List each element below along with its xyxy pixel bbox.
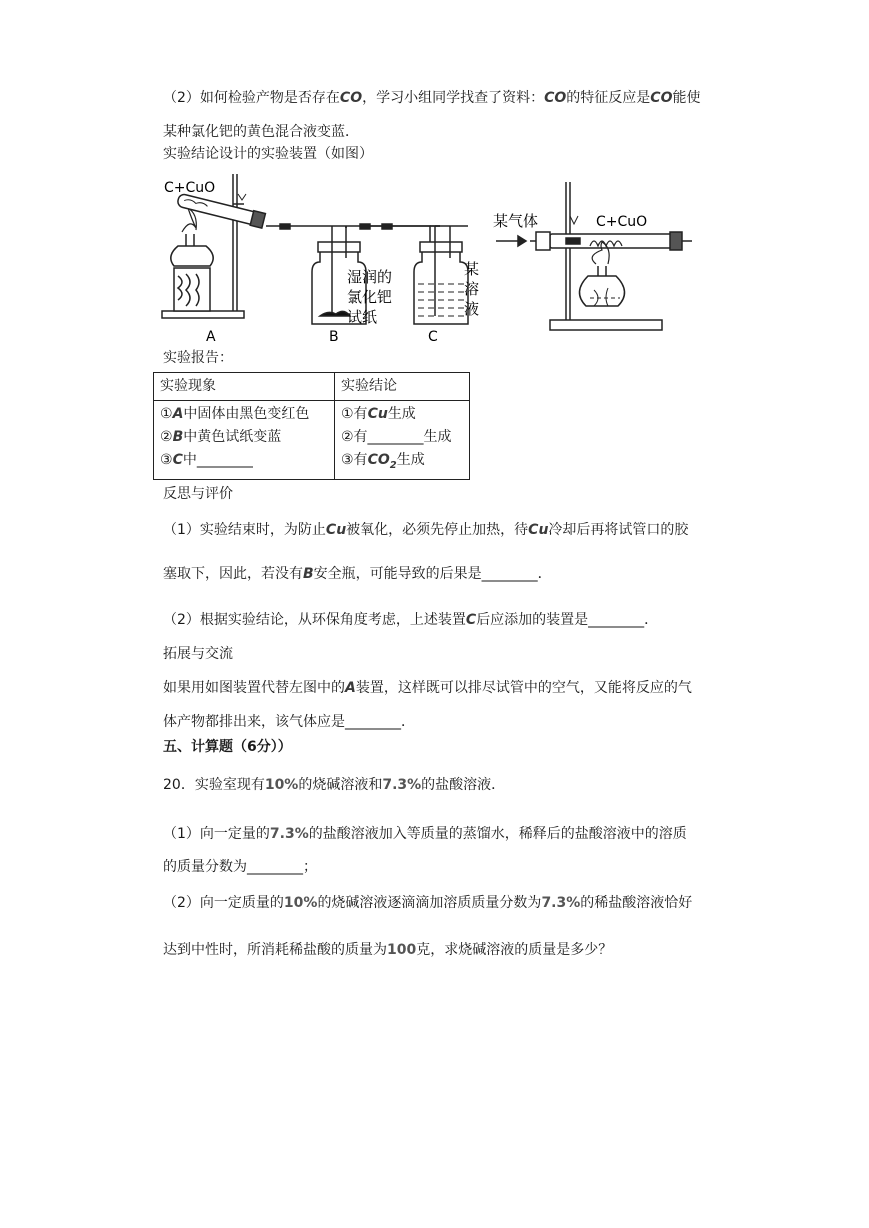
gas-label: 某气体 xyxy=(493,212,539,230)
report-title: 实验报告： xyxy=(163,350,233,366)
label-c: C xyxy=(428,329,438,345)
paper-label-2: 氯化钯 xyxy=(347,288,393,306)
solution-label-1: 某 xyxy=(464,260,480,278)
question-20-2-line-2: 达到中性时，所消耗稀盐酸的质量为100克，求烧碱溶液的质量是多少？ xyxy=(163,942,613,958)
extension-line-1: 如果用如图装置代替左图中的A装置，这样既可以排尽试管中的空气，又能将反应的气 xyxy=(163,680,692,696)
apparatus-figure xyxy=(150,166,850,346)
phenomenon-3: ③C中________ xyxy=(160,452,253,468)
alternative-apparatus xyxy=(496,182,692,330)
phenomenon-1: ①A中固体由黑色变红色 xyxy=(160,406,310,422)
conclusion-3: ③有$CO_2$生成 xyxy=(341,452,425,471)
solution-label-2: 溶 xyxy=(464,280,480,298)
reflection-title: 反思与评价 xyxy=(163,486,233,502)
label-ccuo-right: C+CuO xyxy=(596,214,648,230)
formula-co: CO xyxy=(339,90,363,106)
report-table xyxy=(153,372,470,480)
section-5-title: 五、计算题（6分）） xyxy=(163,739,292,755)
reflection-q1-line-2: 塞取下，因此，若没有B安全瓶，可能导致的后果是________． xyxy=(163,566,552,582)
label-ccuo-left: C+CuO xyxy=(164,180,216,196)
bottle-c xyxy=(414,226,468,324)
extension-line-2: 体产物都排出来，该气体应是________． xyxy=(163,714,415,730)
phenomena-cell xyxy=(154,401,335,480)
conclusions-cell xyxy=(335,401,470,480)
question-2-line-1: （2）如何检验产物是否存在CO，学习小组同学找查了资料：CO的特征反应是CO能使 xyxy=(163,90,701,106)
label-a: A xyxy=(206,329,216,345)
paper-label-3: 试纸 xyxy=(347,308,378,326)
header-conclusion: 实验结论 xyxy=(335,373,470,401)
figure-caption: 实验结论设计的实验装置（如图） xyxy=(163,146,373,162)
conclusion-2: ②有________生成 xyxy=(341,429,452,445)
phenomenon-2: ②B中黄色试纸变蓝 xyxy=(160,429,282,445)
paper-label-1: 湿润的 xyxy=(347,268,393,286)
question-20: 20．实验室现有10%的烧碱溶液和7.3%的盐酸溶液． xyxy=(163,777,506,793)
formula-co: CO xyxy=(650,90,673,106)
header-phenomenon: 实验现象 xyxy=(154,373,335,401)
question-20-1-line-1: （1）向一定量的7.3%的盐酸溶液加入等质量的蒸馏水，稀释后的盐酸溶液中的溶质 xyxy=(163,826,687,842)
label-b: B xyxy=(329,329,339,345)
question-20-1-line-2: 的质量分数为________； xyxy=(163,859,317,875)
formula-co: CO xyxy=(544,90,567,106)
reflection-q1-line-1: （1）实验结束时，为防止Cu被氧化，必须先停止加热，待Cu冷却后再将试管口的胶 xyxy=(163,522,689,538)
question-2-line-2: 某种氯化钯的黄色混合液变蓝． xyxy=(163,124,359,140)
solution-label-3: 液 xyxy=(464,300,480,318)
question-20-2-line-1: （2）向一定质量的10%的烧碱溶液逐滴滴加溶质质量分数为7.3%的稀盐酸溶液恰好 xyxy=(163,895,693,911)
extension-title: 拓展与交流 xyxy=(163,646,233,662)
conclusion-1: ①有Cu生成 xyxy=(341,406,416,422)
reflection-q2: （2）根据实验结论，从环保角度考虑，上述装置C后应添加的装置是________． xyxy=(163,612,659,628)
